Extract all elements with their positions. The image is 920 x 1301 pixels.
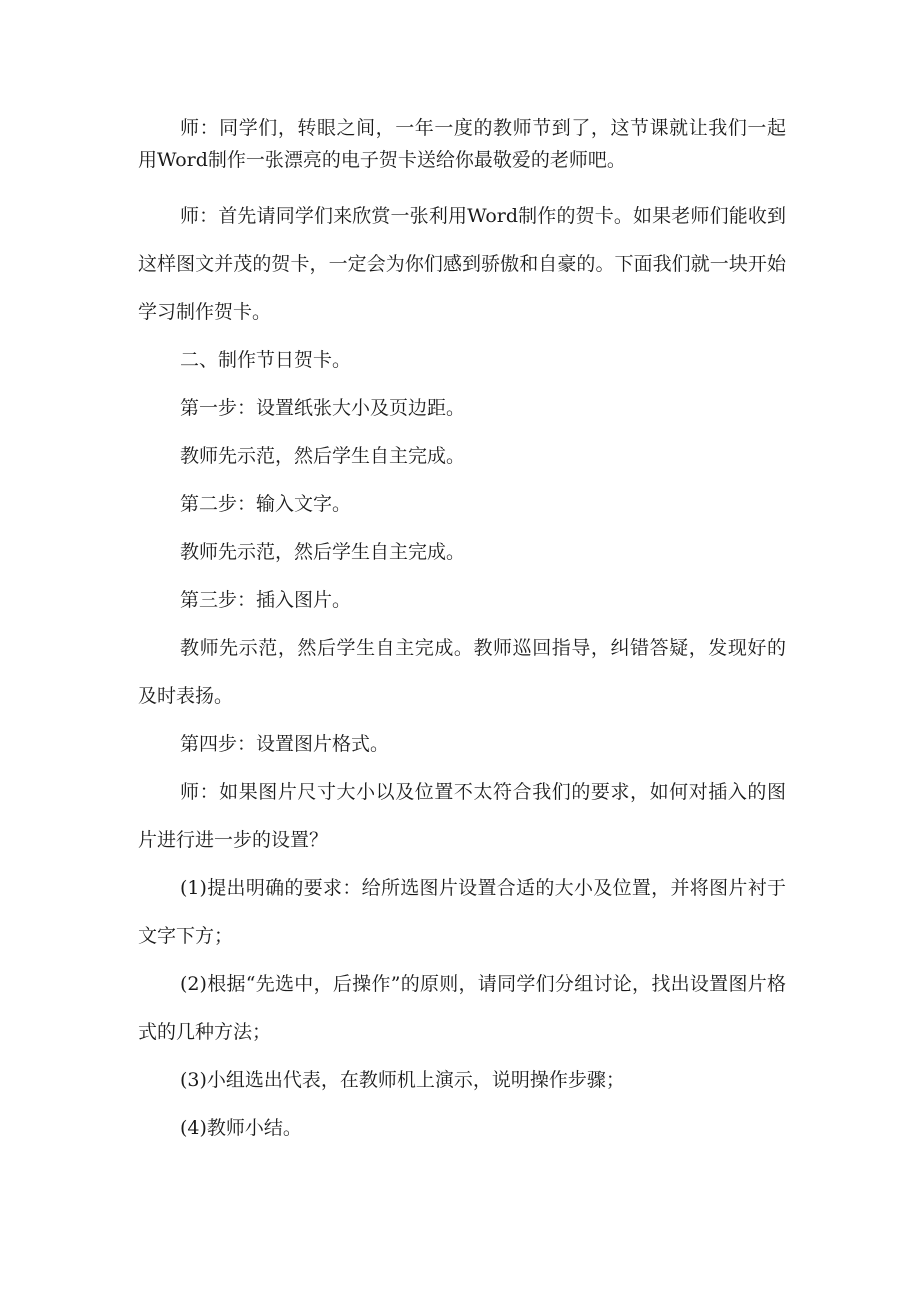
- step-3-note: 教师先示范，然后学生自主完成。教师巡回指导，纠错答疑，发现好的及时表扬。: [138, 637, 786, 707]
- step-3-heading: 第三步：插入图片。: [180, 589, 352, 611]
- step-2-heading: 第二步：输入文字。: [180, 493, 352, 515]
- paragraph-intro: 师：同学们，转眼之间，一年一度的教师节到了，这节课就让我们一起用Word制作一张漂亮的电子贺卡送给你最敬爱的老师吧。: [138, 117, 786, 171]
- step-4-heading: 第四步：设置图片格式。: [180, 733, 390, 755]
- document-body: [138, 112, 786, 1152]
- list-item-3: (3)小组选出代表，在教师机上演示，说明操作步骤；: [180, 1069, 625, 1091]
- paragraph-appreciate-card: 师：首先请同学们来欣赏一张利用Word制作的贺卡。如果老师们能收到这样图文并茂的贺卡，一定会为你们感到骄傲和自豪的。下面我们就一块开始学习制作贺卡。: [138, 205, 786, 323]
- step-2-note: 教师先示范，然后学生自主完成。: [180, 541, 466, 563]
- list-item-2: (2)根据“先选中，后操作”的原则，请同学们分组讨论，找出设置图片格式的几种方法；: [138, 973, 786, 1043]
- list-item-1: (1)提出明确的要求：给所选图片设置合适的大小及位置，并将图片衬于文字下方；: [138, 877, 786, 947]
- section-heading-make-card: 二、制作节日贺卡。: [180, 349, 352, 371]
- step-1-heading: 第一步：设置纸张大小及页边距。: [180, 397, 466, 419]
- step-1-note: 教师先示范，然后学生自主完成。: [180, 445, 466, 467]
- list-item-4: (4)教师小结。: [180, 1117, 302, 1139]
- teacher-question: 师：如果图片尺寸大小以及位置不太符合我们的要求，如何对插入的图片进行进一步的设置？: [138, 781, 786, 851]
